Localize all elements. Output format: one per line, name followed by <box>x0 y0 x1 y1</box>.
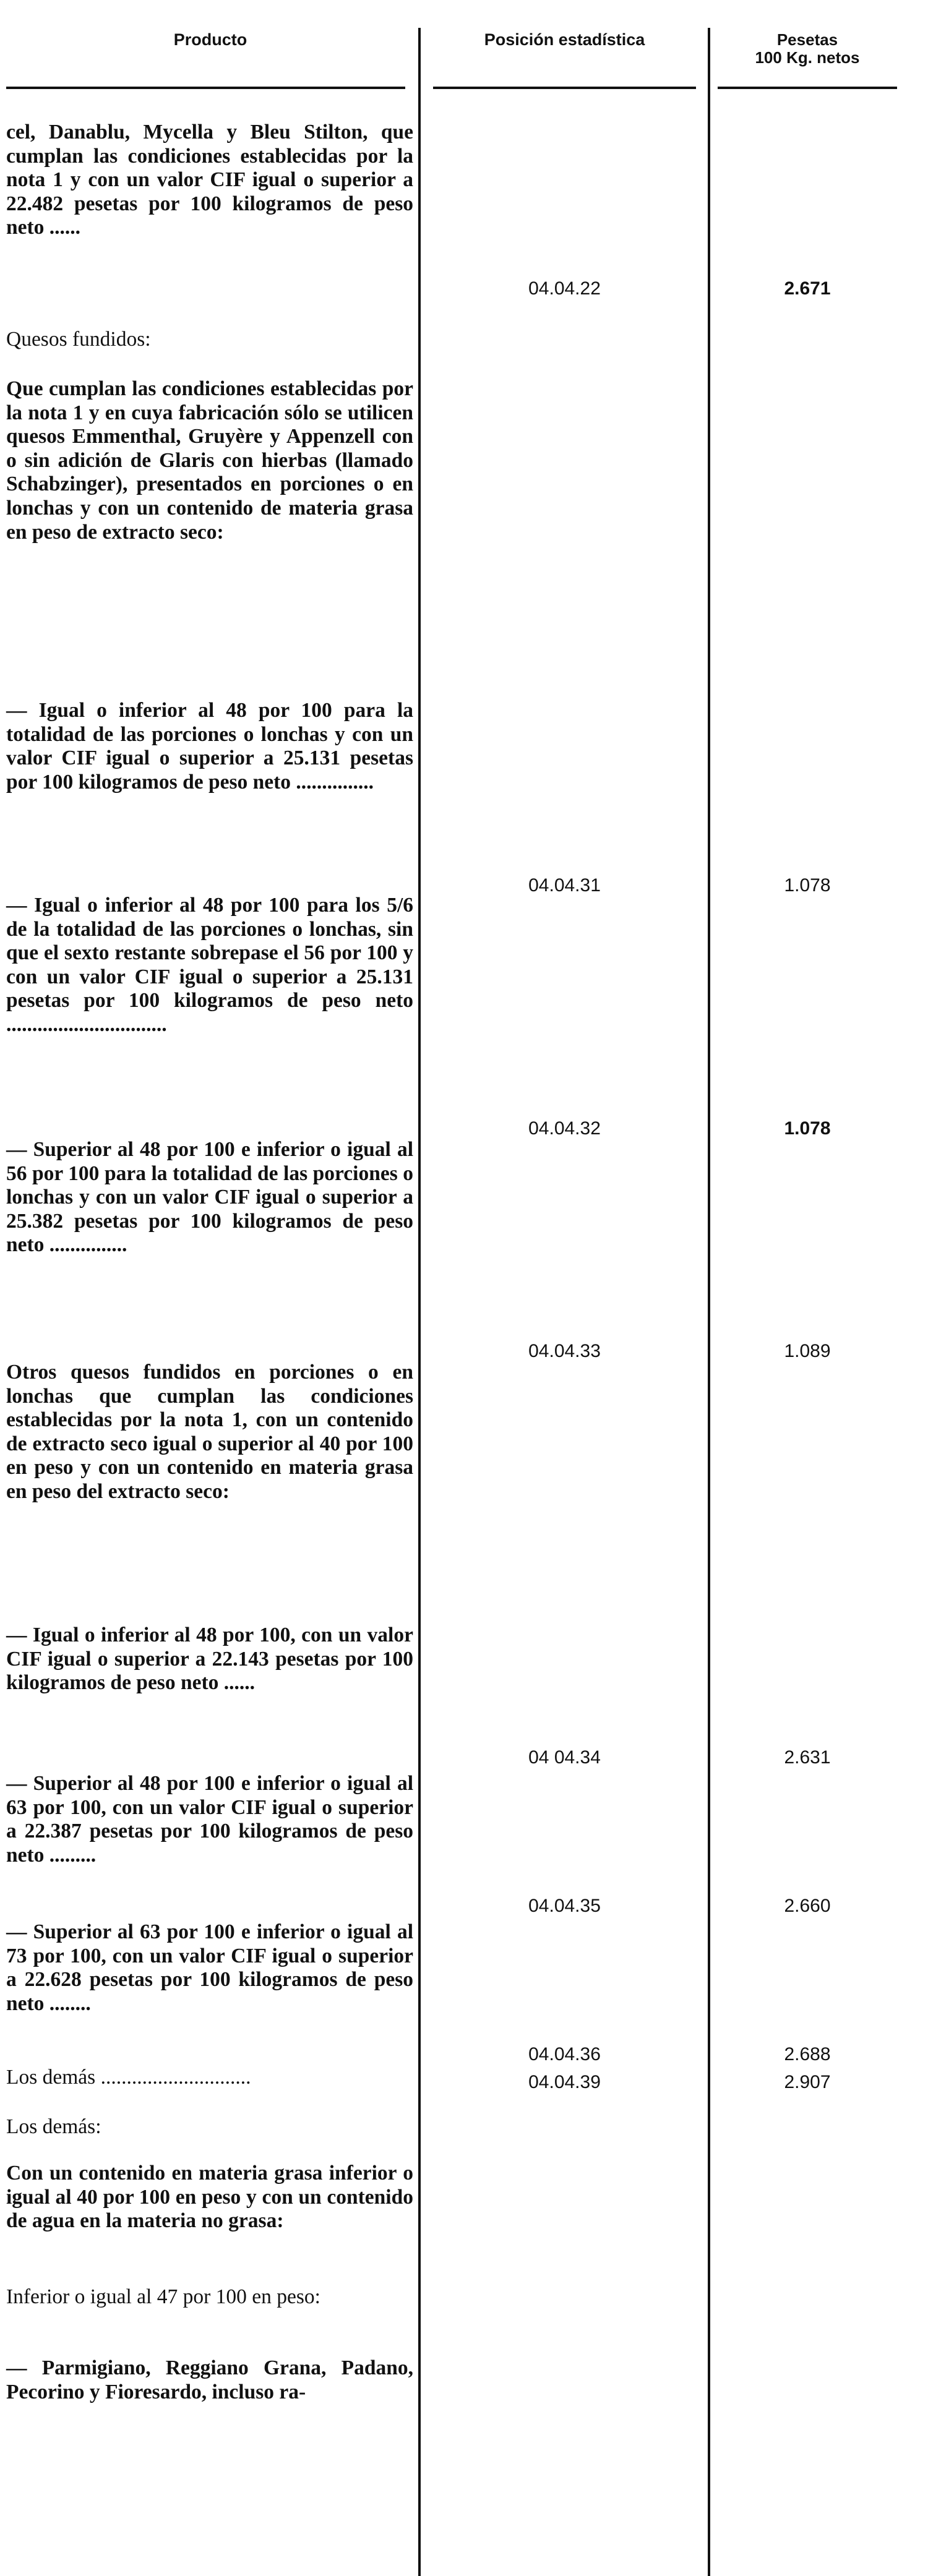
pesetas-value: 1.078 <box>784 1118 831 1139</box>
product-item: — Igual o inferior al 48 por 100 para la totalidad de las porciones o lonchas y con un valor CIF igual o superior a 25.131 pesetas por 100 kilogramos de peso neto ............... <box>6 699 413 794</box>
product-item: — Parmigiano, Reggiano Grana, Padano, Pecorino y Fioresardo, incluso ra- <box>6 2356 413 2403</box>
product-text-block: Que cumplan las condiciones establecidas por la nota 1 y en cuya fabricación sólo se utilicen quesos Emmenthal, Gruyère y Appenzell con o sin adición de Glaris con hierbas (llamado Schabzinger), presentados en porciones o en lonchas y con un contenido de materia grasa en peso de extracto seco: <box>6 377 413 544</box>
header-rule-producto <box>6 87 405 89</box>
posicion-value: 04.04.31 <box>528 875 601 896</box>
posicion-value: 04.04.33 <box>528 1341 601 1361</box>
posicion-value: 04.04.35 <box>528 1896 601 1916</box>
product-text-block: Otros quesos fundidos en porciones o en lonchas que cumplan las condiciones establecidas por la nota 1, con un contenido de extracto seco igual o superior al 40 por 100 en peso y con un contenido en materia grasa en peso del extracto seco: <box>6 1361 413 1503</box>
product-text-block: Los demás ............................. <box>6 2066 251 2089</box>
pesetas-value: 2.660 <box>784 1896 831 1916</box>
posicion-value: 04 04.34 <box>528 1747 601 1768</box>
posicion-value: 04.04.36 <box>528 2044 601 2065</box>
posicion-value: 04.04.32 <box>528 1118 601 1139</box>
header-rule-posicion <box>433 87 696 89</box>
pesetas-value: 2.688 <box>784 2044 831 2065</box>
pesetas-value: 2.907 <box>784 2072 831 2092</box>
header-pesetas-line2: 100 Kg. netos <box>755 48 860 67</box>
product-item: — Superior al 63 por 100 e inferior o igual al 73 por 100, con un valor CIF igual o superior a 22.628 pesetas por 100 kilogramos de peso neto ........ <box>6 1920 413 2015</box>
product-item: — Igual o inferior al 48 por 100, con un valor CIF igual o superior a 22.143 pesetas por 100 kilogramos de peso neto ...... <box>6 1624 413 1695</box>
pesetas-value: 1.089 <box>784 1341 831 1361</box>
header-rule-pesetas <box>718 87 897 89</box>
pesetas-value: 2.631 <box>784 1747 831 1768</box>
pesetas-value: 1.078 <box>784 875 831 896</box>
posicion-value: 04.04.39 <box>528 2072 601 2092</box>
header-posicion: Posición estadística <box>484 30 645 49</box>
product-text-block: cel, Danablu, Mycella y Bleu Stilton, que cumplan las condiciones establecidas por la nota 1 y con un valor CIF igual o superior a 22.482 pesetas por 100 kilogramos de peso neto ...... <box>6 121 413 239</box>
product-text-block: Inferior o igual al 47 por 100 en peso: <box>6 2285 320 2308</box>
product-text-block: Con un contenido en materia grasa inferior o igual al 40 por 100 en peso y con un contenido de agua en la materia no grasa: <box>6 2162 413 2233</box>
section-heading: Los demás: <box>6 2115 101 2138</box>
posicion-value: 04.04.22 <box>528 278 601 299</box>
pesetas-value: 2.671 <box>784 278 831 299</box>
header-pesetas <box>718 31 897 66</box>
section-heading: Quesos fundidos: <box>6 328 151 351</box>
column-divider-1 <box>418 28 421 2576</box>
product-item: — Superior al 48 por 100 e inferior o igual al 63 por 100, con un valor CIF igual o superior a 22.387 pesetas por 100 kilogramos de peso neto ......... <box>6 1772 413 1867</box>
product-item: — Superior al 48 por 100 e inferior o igual al 56 por 100 para la totalidad de las porciones o lonchas y con un valor CIF igual o superior a 25.382 pesetas por 100 kilogramos de peso neto ............... <box>6 1138 413 1257</box>
header-pesetas-line1: Pesetas <box>776 30 838 49</box>
column-divider-2 <box>708 28 710 2576</box>
product-item: — Igual o inferior al 48 por 100 para los 5/6 de la totalidad de las porciones o lonchas, sin que el sexto restante sobrepase el 56 por 100 y con un valor CIF igual o superior a 25.131 pesetas por 100 kilogramos de peso neto ............................... <box>6 894 413 1036</box>
header-producto: Producto <box>173 30 247 49</box>
